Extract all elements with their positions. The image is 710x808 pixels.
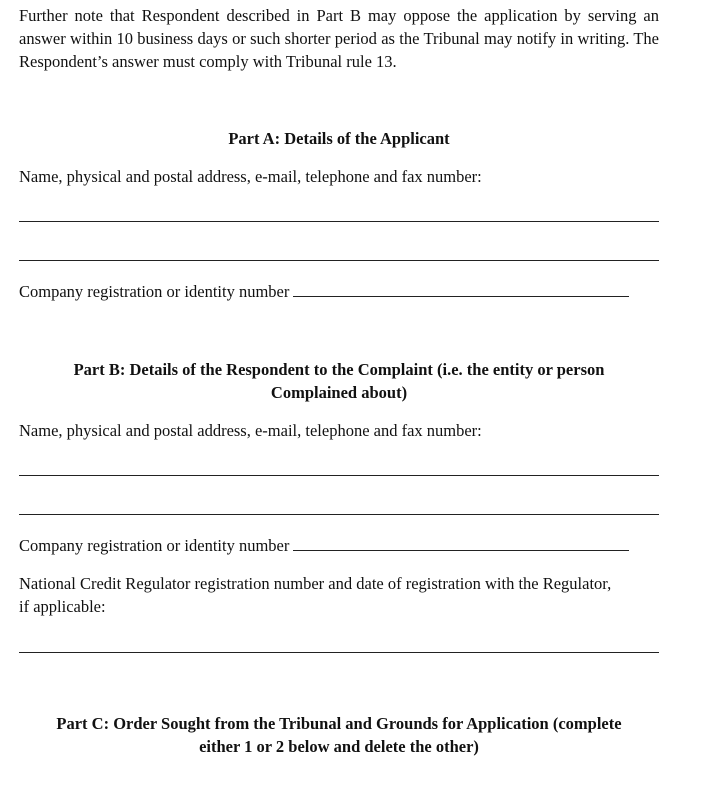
part-b-ncr-label-line-2: if applicable: bbox=[19, 597, 106, 616]
part-c-heading-line-2: either 1 or 2 below and delete the other) bbox=[199, 737, 479, 756]
part-b-heading-line-2: Complained about) bbox=[270, 383, 408, 402]
part-b-contact-line-2[interactable] bbox=[19, 514, 659, 515]
part-a-contact-line-2[interactable] bbox=[19, 260, 659, 261]
part-b-contact-line-1[interactable] bbox=[19, 475, 659, 476]
part-a-registration-row bbox=[19, 280, 664, 303]
intro-paragraph: Further note that Respondent described in Part B may oppose the application by serving an answer within 10 business days or such shorter period as the Tribunal may notify in writing. The Respondent’s answer must comply with Tribunal rule 13. bbox=[19, 6, 659, 71]
part-b-registration-label: Company registration or identity number bbox=[19, 536, 290, 555]
part-a-heading: Part A: Details of the Applicant bbox=[228, 129, 450, 148]
part-b-registration-field[interactable] bbox=[293, 536, 629, 551]
part-b-ncr-line[interactable] bbox=[19, 652, 659, 653]
part-c-heading-line-1: Part C: Order Sought from the Tribunal and Grounds for Application (complete bbox=[56, 714, 622, 733]
part-a-registration-label: Company registration or identity number bbox=[19, 282, 290, 301]
part-b-registration-row bbox=[19, 534, 664, 557]
part-a-contact-label: Name, physical and postal address, e-mail, telephone and fax number: bbox=[19, 167, 482, 186]
part-a-registration-field[interactable] bbox=[293, 282, 629, 297]
part-b-ncr-label-line-1: National Credit Regulator registration number and date of registration with the Regulator, bbox=[19, 574, 612, 593]
part-b-contact-label: Name, physical and postal address, e-mail, telephone and fax number: bbox=[19, 421, 482, 440]
part-a-contact-line-1[interactable] bbox=[19, 221, 659, 222]
part-b-heading-line-1: Part B: Details of the Respondent to the Complaint (i.e. the entity or person bbox=[73, 360, 605, 379]
